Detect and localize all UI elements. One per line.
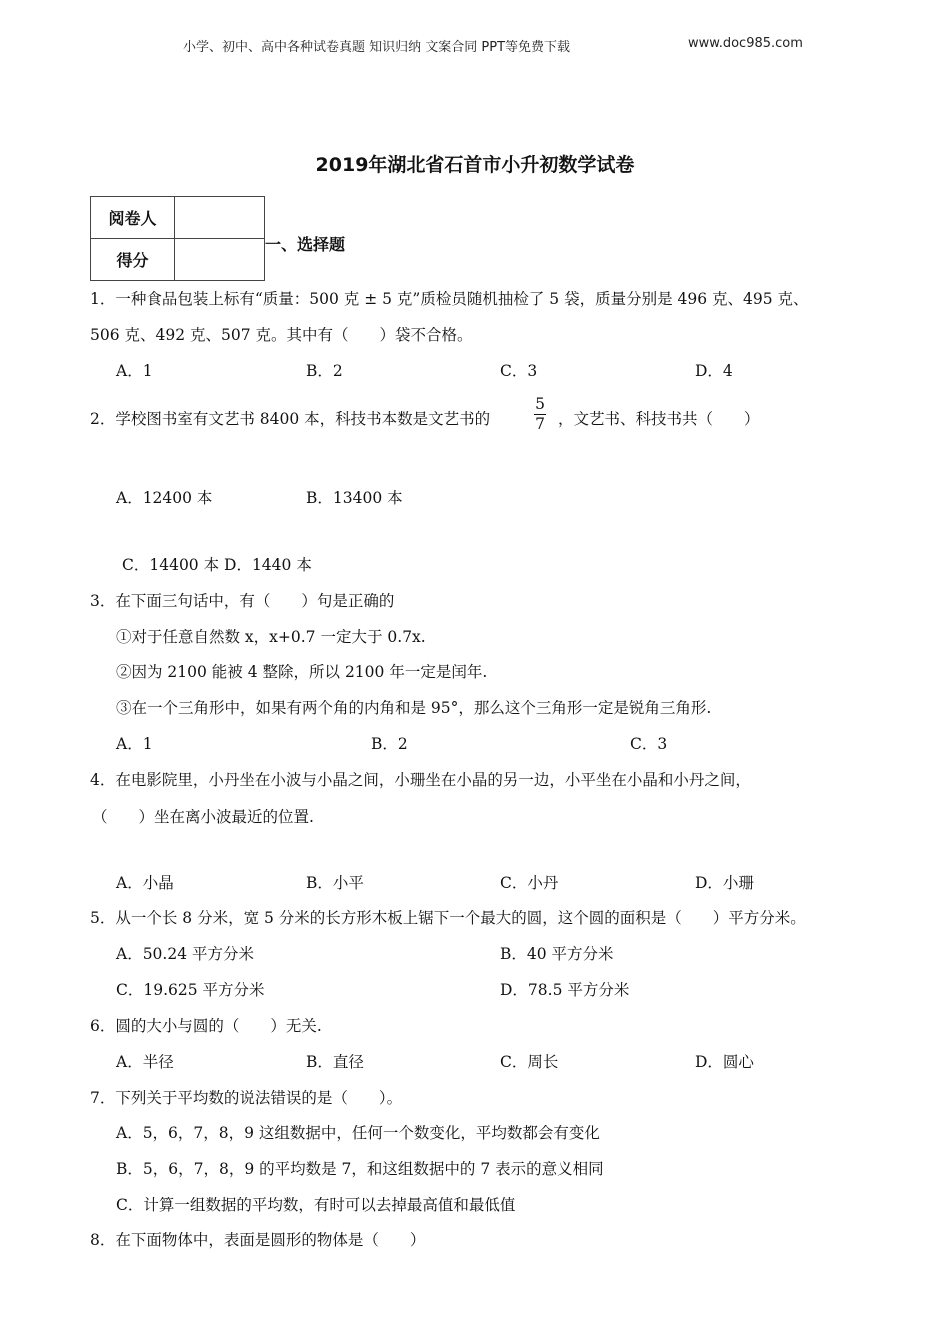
question-8-stem: 8．在下面物体中，表面是圆形的物体是（ ） <box>90 1231 426 1249</box>
q1-option-d[interactable]: D．4 <box>695 362 733 380</box>
question-4-line-1: 4．在电影院里，小丹坐在小波与小晶之间，小珊坐在小晶的另一边，小平坐在小晶和小丹之间， <box>90 771 751 789</box>
question-2-fraction <box>534 395 546 434</box>
score-value <box>175 239 265 281</box>
q6-option-b[interactable]: B．直径 <box>306 1053 364 1071</box>
q7-option-a[interactable]: A．5，6，7，8，9 这组数据中，任何一个数变化，平均数都会有变化 <box>116 1124 600 1142</box>
question-7-stem: 7．下列关于平均数的说法错误的是（ ）。 <box>90 1089 403 1107</box>
q5-option-d[interactable]: D．78.5 平方分米 <box>500 981 630 999</box>
score-table <box>90 196 265 281</box>
q1-option-c[interactable]: C．3 <box>500 362 538 380</box>
question-1-line-2: 506 克、492 克、507 克。其中有（ ）袋不合格。 <box>90 326 473 344</box>
q2-option-b[interactable]: B．13400 本 <box>306 489 403 507</box>
q4-option-c[interactable]: C．小丹 <box>500 874 559 892</box>
q7-option-b[interactable]: B．5，6，7，8，9 的平均数是 7，和这组数据中的 7 表示的意义相同 <box>116 1160 604 1178</box>
page-title: 2019年湖北省石首市小升初数学试卷 <box>315 154 635 176</box>
reviewer-value <box>175 197 265 239</box>
q6-option-a[interactable]: A．半径 <box>116 1053 174 1071</box>
fraction-numerator: 5 <box>535 395 545 413</box>
q3-option-b[interactable]: B．2 <box>371 735 408 753</box>
question-2-stem-after: ，文艺书、科技书共（ ） <box>558 410 760 428</box>
reviewer-label: 阅卷人 <box>91 197 175 239</box>
question-2-stem-before: 2．学校图书室有文艺书 8400 本，科技书本数是文艺书的 <box>90 410 491 428</box>
fraction-denominator: 7 <box>535 415 545 433</box>
q1-option-b[interactable]: B．2 <box>306 362 343 380</box>
question-3-statement-1: ①对于任意自然数 x，x+0.7 一定大于 0.7x. <box>116 628 426 646</box>
question-5-stem: 5．从一个长 8 分米，宽 5 分米的长方形木板上锯下一个最大的圆，这个圆的面积是（ ）平方分米。 <box>90 909 806 927</box>
question-3-stem: 3．在下面三句话中，有（ ）句是正确的 <box>90 592 395 610</box>
q4-option-b[interactable]: B．小平 <box>306 874 364 892</box>
section-heading: 一、选择题 <box>265 235 346 254</box>
q5-option-a[interactable]: A．50.24 平方分米 <box>116 945 254 963</box>
question-3-statement-2: ②因为 2100 能被 4 整除，所以 2100 年一定是闰年. <box>116 663 488 681</box>
question-4-line-2: （ ）坐在离小波最近的位置. <box>92 808 314 826</box>
q6-option-d[interactable]: D．圆心 <box>695 1053 754 1071</box>
header-site-link[interactable]: www.doc985.com <box>688 36 803 51</box>
q4-option-d[interactable]: D．小珊 <box>695 874 754 892</box>
header-resource-text: 小学、初中、高中各种试卷真题 知识归纳 文案合同 PPT等免费下载 <box>183 40 571 55</box>
q1-option-a[interactable]: A．1 <box>116 362 153 380</box>
score-label: 得分 <box>91 239 175 281</box>
q4-option-a[interactable]: A．小晶 <box>116 874 174 892</box>
question-3-statement-3: ③在一个三角形中，如果有两个角的内角和是 95°，那么这个三角形一定是锐角三角形. <box>116 699 712 717</box>
q5-option-b[interactable]: B．40 平方分米 <box>500 945 614 963</box>
q3-option-a[interactable]: A．1 <box>116 735 153 753</box>
q5-option-c[interactable]: C．19.625 平方分米 <box>116 981 265 999</box>
q3-option-c[interactable]: C．3 <box>630 735 668 753</box>
q2-option-c-d[interactable]: C．14400 本 D．1440 本 <box>122 556 312 574</box>
q2-option-a[interactable]: A．12400 本 <box>116 489 213 507</box>
question-6-stem: 6．圆的大小与圆的（ ）无关. <box>90 1017 322 1035</box>
question-1-line-1: 1．一种食品包装上标有“质量：500 克 ± 5 克”质检员随机抽检了 5 袋，质量分别是 496 克、495 克、 <box>90 290 809 308</box>
q6-option-c[interactable]: C．周长 <box>500 1053 559 1071</box>
q7-option-c[interactable]: C．计算一组数据的平均数，有时可以去掉最高值和最低值 <box>116 1196 516 1214</box>
